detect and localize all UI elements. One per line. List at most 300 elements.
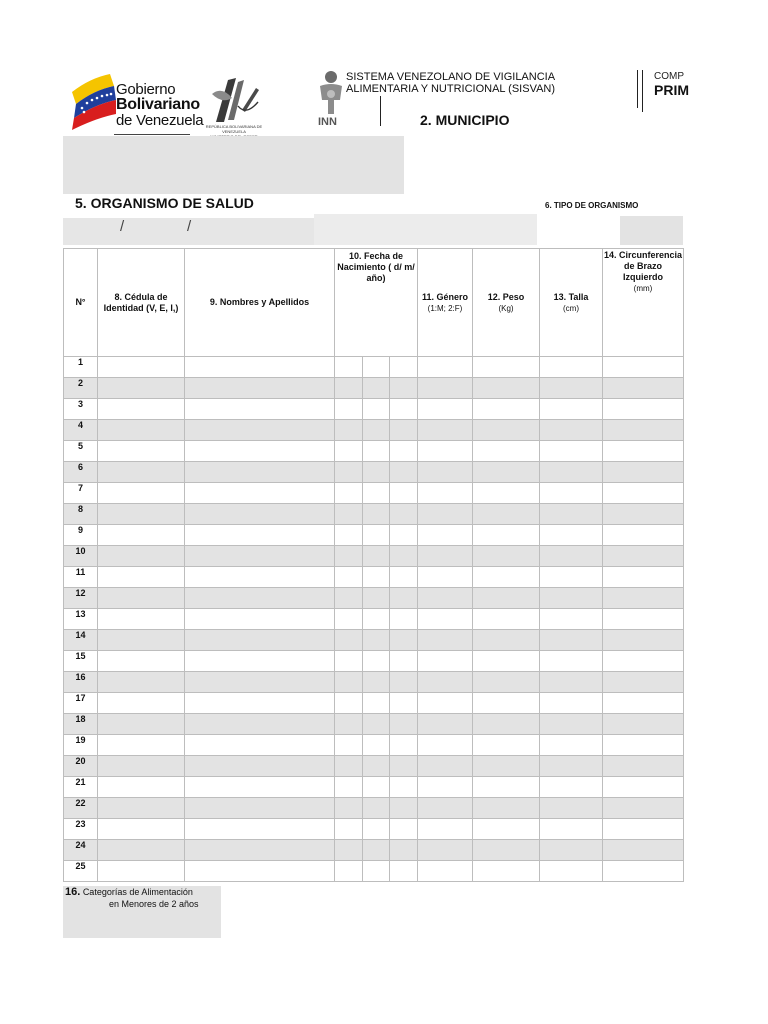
- cell-peso[interactable]: [473, 861, 540, 882]
- cell-cedula[interactable]: [98, 399, 185, 420]
- cell-dia[interactable]: [335, 861, 363, 882]
- cell-circunferencia[interactable]: [603, 462, 684, 483]
- cell-peso[interactable]: [473, 378, 540, 399]
- cell-anio[interactable]: [390, 798, 418, 819]
- cell-cedula[interactable]: [98, 777, 185, 798]
- row-number: 19: [64, 735, 98, 756]
- cell-cedula[interactable]: [98, 630, 185, 651]
- cell-peso[interactable]: [473, 357, 540, 378]
- cell-peso[interactable]: [473, 777, 540, 798]
- cell-talla[interactable]: [540, 546, 603, 567]
- cell-cedula[interactable]: [98, 546, 185, 567]
- cell-nombres[interactable]: [185, 357, 335, 378]
- cell-genero[interactable]: [418, 441, 473, 462]
- organismo-field[interactable]: [314, 214, 537, 245]
- cell-mes[interactable]: [363, 588, 390, 609]
- cell-circunferencia[interactable]: [603, 756, 684, 777]
- cell-genero[interactable]: [418, 819, 473, 840]
- cell-anio[interactable]: [390, 609, 418, 630]
- cell-mes[interactable]: [363, 441, 390, 462]
- cell-circunferencia[interactable]: [603, 504, 684, 525]
- gob-line-1: Gobierno: [116, 81, 176, 98]
- system-title-line-1: SISTEMA VENEZOLANO DE VIGILANCIA: [346, 71, 556, 83]
- cell-mes[interactable]: [363, 798, 390, 819]
- table-row: [64, 378, 684, 399]
- row-number: 21: [64, 777, 98, 798]
- cell-mes[interactable]: [363, 378, 390, 399]
- cell-anio[interactable]: [390, 735, 418, 756]
- cell-cedula[interactable]: [98, 378, 185, 399]
- cell-anio[interactable]: [390, 420, 418, 441]
- cell-talla[interactable]: [540, 798, 603, 819]
- cell-mes[interactable]: [363, 504, 390, 525]
- cell-mes[interactable]: [363, 462, 390, 483]
- cell-anio[interactable]: [390, 567, 418, 588]
- cell-anio[interactable]: [390, 399, 418, 420]
- cell-talla[interactable]: [540, 861, 603, 882]
- cell-peso[interactable]: [473, 567, 540, 588]
- cell-genero[interactable]: [418, 840, 473, 861]
- cell-dia[interactable]: [335, 378, 363, 399]
- cell-peso[interactable]: [473, 609, 540, 630]
- cell-talla[interactable]: [540, 819, 603, 840]
- cell-mes[interactable]: [363, 483, 390, 504]
- cell-dia[interactable]: [335, 714, 363, 735]
- col-talla-header-text: 13. Talla: [553, 291, 589, 302]
- cell-genero[interactable]: [418, 378, 473, 399]
- cell-circunferencia[interactable]: [603, 819, 684, 840]
- cell-mes[interactable]: [363, 756, 390, 777]
- cell-genero[interactable]: [418, 357, 473, 378]
- col-circ-sub: (mm): [633, 284, 653, 293]
- cell-cedula[interactable]: [98, 798, 185, 819]
- cell-peso[interactable]: [473, 630, 540, 651]
- date-separator-2: /: [187, 218, 192, 235]
- cell-anio[interactable]: [390, 756, 418, 777]
- row-number: 14: [64, 630, 98, 651]
- categorias-number: 16.: [65, 886, 81, 898]
- cell-talla[interactable]: [540, 777, 603, 798]
- cell-anio[interactable]: [390, 588, 418, 609]
- cell-anio[interactable]: [390, 525, 418, 546]
- cell-talla[interactable]: [540, 840, 603, 861]
- cell-dia[interactable]: [335, 840, 363, 861]
- table-row: [64, 777, 684, 798]
- cell-cedula[interactable]: [98, 651, 185, 672]
- cell-mes[interactable]: [363, 546, 390, 567]
- cell-dia[interactable]: [335, 357, 363, 378]
- cell-genero[interactable]: [418, 798, 473, 819]
- cell-talla[interactable]: [540, 693, 603, 714]
- cell-dia[interactable]: [335, 462, 363, 483]
- cell-dia[interactable]: [335, 609, 363, 630]
- col-talla-header: [540, 249, 603, 357]
- cell-dia[interactable]: [335, 819, 363, 840]
- cell-mes[interactable]: [363, 651, 390, 672]
- cell-anio[interactable]: [390, 672, 418, 693]
- cell-anio[interactable]: [390, 777, 418, 798]
- cell-dia[interactable]: [335, 651, 363, 672]
- cell-nombres[interactable]: [185, 756, 335, 777]
- system-title: [346, 71, 555, 95]
- cell-mes[interactable]: [363, 399, 390, 420]
- table-row: [64, 588, 684, 609]
- row-number: 3: [64, 399, 98, 420]
- table-row: [64, 462, 684, 483]
- cell-cedula[interactable]: [98, 714, 185, 735]
- cell-mes[interactable]: [363, 609, 390, 630]
- cell-dia[interactable]: [335, 420, 363, 441]
- cell-circunferencia[interactable]: [603, 714, 684, 735]
- cell-peso[interactable]: [473, 441, 540, 462]
- cell-dia[interactable]: [335, 399, 363, 420]
- row-number: 4: [64, 420, 98, 441]
- cell-dia[interactable]: [335, 525, 363, 546]
- row-number: 16: [64, 672, 98, 693]
- cell-genero[interactable]: [418, 420, 473, 441]
- cell-genero[interactable]: [418, 735, 473, 756]
- row-number: 24: [64, 840, 98, 861]
- cell-cedula[interactable]: [98, 525, 185, 546]
- cell-circunferencia[interactable]: [603, 441, 684, 462]
- cell-mes[interactable]: [363, 672, 390, 693]
- cell-talla[interactable]: [540, 525, 603, 546]
- cell-talla[interactable]: [540, 630, 603, 651]
- date-separator-1: /: [120, 218, 125, 235]
- cell-cedula[interactable]: [98, 504, 185, 525]
- cell-nombres[interactable]: [185, 504, 335, 525]
- cell-peso[interactable]: [473, 651, 540, 672]
- cell-circunferencia[interactable]: [603, 651, 684, 672]
- cell-nombres[interactable]: [185, 735, 335, 756]
- cell-mes[interactable]: [363, 630, 390, 651]
- cell-talla[interactable]: [540, 588, 603, 609]
- col-genero-sub: (1:M; 2:F): [427, 303, 463, 313]
- table-row: [64, 798, 684, 819]
- col-genero-header: [418, 249, 473, 357]
- cell-nombres[interactable]: [185, 693, 335, 714]
- cell-nombres[interactable]: [185, 546, 335, 567]
- cell-anio[interactable]: [390, 861, 418, 882]
- cell-peso[interactable]: [473, 672, 540, 693]
- cell-cedula[interactable]: [98, 756, 185, 777]
- organismo-label: 5. ORGANISMO DE SALUD: [75, 195, 254, 211]
- cell-talla[interactable]: [540, 378, 603, 399]
- cell-talla[interactable]: [540, 441, 603, 462]
- table-row: [64, 840, 684, 861]
- row-number: 18: [64, 714, 98, 735]
- cell-talla[interactable]: [540, 399, 603, 420]
- cell-circunferencia[interactable]: [603, 357, 684, 378]
- col-cedula-header: 8. Cédula de Identidad (V, E, I,): [98, 249, 185, 357]
- cell-peso[interactable]: [473, 819, 540, 840]
- cell-dia[interactable]: [335, 504, 363, 525]
- cell-genero[interactable]: [418, 483, 473, 504]
- inn-figure-icon: [316, 70, 346, 116]
- cell-genero[interactable]: [418, 714, 473, 735]
- table-row: [64, 546, 684, 567]
- cell-nombres[interactable]: [185, 798, 335, 819]
- cell-dia[interactable]: [335, 483, 363, 504]
- cell-nombres[interactable]: [185, 672, 335, 693]
- cell-mes[interactable]: [363, 357, 390, 378]
- cell-circunferencia[interactable]: [603, 840, 684, 861]
- cell-genero[interactable]: [418, 588, 473, 609]
- cell-mes[interactable]: [363, 735, 390, 756]
- row-number: 23: [64, 819, 98, 840]
- cell-dia[interactable]: [335, 798, 363, 819]
- cell-cedula[interactable]: [98, 588, 185, 609]
- cell-peso[interactable]: [473, 756, 540, 777]
- right-divider-1: [637, 70, 638, 108]
- cell-genero[interactable]: [418, 630, 473, 651]
- cell-anio[interactable]: [390, 546, 418, 567]
- cell-dia[interactable]: [335, 588, 363, 609]
- cell-anio[interactable]: [390, 840, 418, 861]
- table-row: [64, 609, 684, 630]
- cell-circunferencia[interactable]: [603, 735, 684, 756]
- row-number: 2: [64, 378, 98, 399]
- municipio-field[interactable]: [63, 136, 404, 194]
- cell-nombres[interactable]: [185, 441, 335, 462]
- col-fecha-header-text: 10. Fecha de Nacimiento ( d/ m/ año): [337, 251, 415, 283]
- cell-mes[interactable]: [363, 693, 390, 714]
- table-row: [64, 693, 684, 714]
- cell-peso[interactable]: [473, 462, 540, 483]
- cell-dia[interactable]: [335, 441, 363, 462]
- cell-talla[interactable]: [540, 420, 603, 441]
- cell-peso[interactable]: [473, 840, 540, 861]
- cell-anio[interactable]: [390, 504, 418, 525]
- cell-nombres[interactable]: [185, 840, 335, 861]
- cell-genero[interactable]: [418, 525, 473, 546]
- cell-circunferencia[interactable]: [603, 483, 684, 504]
- table-row: [64, 714, 684, 735]
- row-number: 7: [64, 483, 98, 504]
- cell-nombres[interactable]: [185, 819, 335, 840]
- cell-nombres[interactable]: [185, 630, 335, 651]
- comp-label: COMP: [654, 71, 684, 82]
- inn-label: INN: [318, 116, 337, 128]
- inn-logo: [316, 70, 346, 116]
- cell-peso[interactable]: [473, 420, 540, 441]
- cell-circunferencia[interactable]: [603, 588, 684, 609]
- cell-circunferencia[interactable]: [603, 546, 684, 567]
- cell-mes[interactable]: [363, 525, 390, 546]
- venezuela-flag-icon: [70, 72, 118, 134]
- row-number: 8: [64, 504, 98, 525]
- cell-nombres[interactable]: [185, 777, 335, 798]
- cell-cedula[interactable]: [98, 462, 185, 483]
- cell-cedula[interactable]: [98, 672, 185, 693]
- cell-mes[interactable]: [363, 567, 390, 588]
- gob-line-2: Bolivariano: [116, 96, 200, 113]
- logo-underline: [114, 134, 190, 135]
- table-row: [64, 756, 684, 777]
- cell-peso[interactable]: [473, 798, 540, 819]
- cell-mes[interactable]: [363, 420, 390, 441]
- cell-dia[interactable]: [335, 567, 363, 588]
- cell-cedula[interactable]: [98, 420, 185, 441]
- cell-mes[interactable]: [363, 819, 390, 840]
- cell-genero[interactable]: [418, 504, 473, 525]
- cell-peso[interactable]: [473, 588, 540, 609]
- cell-circunferencia[interactable]: [603, 525, 684, 546]
- cell-nombres[interactable]: [185, 567, 335, 588]
- cell-cedula[interactable]: [98, 840, 185, 861]
- row-number: 12: [64, 588, 98, 609]
- gobierno-text: [116, 82, 203, 128]
- prim-label: PRIM: [654, 82, 689, 98]
- cell-talla[interactable]: [540, 735, 603, 756]
- cell-nombres[interactable]: [185, 861, 335, 882]
- cell-cedula[interactable]: [98, 441, 185, 462]
- cell-nombres[interactable]: [185, 525, 335, 546]
- cell-peso[interactable]: [473, 546, 540, 567]
- cell-anio[interactable]: [390, 819, 418, 840]
- cell-peso[interactable]: [473, 735, 540, 756]
- cell-talla[interactable]: [540, 756, 603, 777]
- cell-dia[interactable]: [335, 735, 363, 756]
- cell-nombres[interactable]: [185, 462, 335, 483]
- cell-anio[interactable]: [390, 630, 418, 651]
- cell-dia[interactable]: [335, 756, 363, 777]
- cell-circunferencia[interactable]: [603, 420, 684, 441]
- right-divider-2: [642, 70, 643, 112]
- table-row: [64, 357, 684, 378]
- cell-mes[interactable]: [363, 840, 390, 861]
- table-row: [64, 819, 684, 840]
- table-row: [64, 420, 684, 441]
- cell-dia[interactable]: [335, 672, 363, 693]
- cell-talla[interactable]: [540, 483, 603, 504]
- cell-talla[interactable]: [540, 357, 603, 378]
- cell-dia[interactable]: [335, 546, 363, 567]
- cell-genero[interactable]: [418, 399, 473, 420]
- cell-anio[interactable]: [390, 441, 418, 462]
- cell-circunferencia[interactable]: [603, 777, 684, 798]
- cell-dia[interactable]: [335, 630, 363, 651]
- cell-genero[interactable]: [418, 693, 473, 714]
- cell-nombres[interactable]: [185, 378, 335, 399]
- cell-peso[interactable]: [473, 714, 540, 735]
- table-row: [64, 525, 684, 546]
- cell-genero[interactable]: [418, 546, 473, 567]
- cell-peso[interactable]: [473, 693, 540, 714]
- cell-circunferencia[interactable]: [603, 378, 684, 399]
- cell-genero[interactable]: [418, 651, 473, 672]
- cell-mes[interactable]: [363, 714, 390, 735]
- cell-talla[interactable]: [540, 672, 603, 693]
- cell-dia[interactable]: [335, 777, 363, 798]
- ministerio-emblem-icon: [198, 76, 270, 126]
- cell-nombres[interactable]: [185, 609, 335, 630]
- cell-anio[interactable]: [390, 714, 418, 735]
- cell-cedula[interactable]: [98, 735, 185, 756]
- row-number: 25: [64, 861, 98, 882]
- cell-nombres[interactable]: [185, 483, 335, 504]
- tipo-organismo-field[interactable]: [620, 216, 683, 245]
- cell-nombres[interactable]: [185, 651, 335, 672]
- cell-circunferencia[interactable]: [603, 861, 684, 882]
- cell-talla[interactable]: [540, 609, 603, 630]
- cell-genero[interactable]: [418, 462, 473, 483]
- tipo-organismo-label: 6. TIPO DE ORGANISMO: [545, 201, 639, 210]
- table-header-row: [64, 249, 684, 357]
- cell-anio[interactable]: [390, 483, 418, 504]
- cell-anio[interactable]: [390, 378, 418, 399]
- cell-cedula[interactable]: [98, 357, 185, 378]
- cell-cedula[interactable]: [98, 819, 185, 840]
- cell-dia[interactable]: [335, 693, 363, 714]
- col-peso-header-text: 12. Peso: [487, 291, 525, 302]
- cell-genero[interactable]: [418, 756, 473, 777]
- cell-peso[interactable]: [473, 483, 540, 504]
- cell-cedula[interactable]: [98, 693, 185, 714]
- cell-anio[interactable]: [390, 693, 418, 714]
- registro-table: [63, 248, 684, 882]
- cell-mes[interactable]: [363, 777, 390, 798]
- cell-nombres[interactable]: [185, 588, 335, 609]
- cell-circunferencia[interactable]: [603, 672, 684, 693]
- row-number: 10: [64, 546, 98, 567]
- categorias-line-2: en Menores de 2 años: [109, 899, 199, 909]
- cell-talla[interactable]: [540, 651, 603, 672]
- cell-circunferencia[interactable]: [603, 630, 684, 651]
- cell-mes[interactable]: [363, 861, 390, 882]
- cell-genero[interactable]: [418, 609, 473, 630]
- cell-circunferencia[interactable]: [603, 567, 684, 588]
- cell-circunferencia[interactable]: [603, 609, 684, 630]
- cell-cedula[interactable]: [98, 609, 185, 630]
- cell-nombres[interactable]: [185, 714, 335, 735]
- cell-genero[interactable]: [418, 777, 473, 798]
- cell-genero[interactable]: [418, 861, 473, 882]
- cell-talla[interactable]: [540, 462, 603, 483]
- cell-circunferencia[interactable]: [603, 693, 684, 714]
- col-peso-header: [473, 249, 540, 357]
- cell-cedula[interactable]: [98, 861, 185, 882]
- cell-cedula[interactable]: [98, 567, 185, 588]
- col-fecha-header: [335, 249, 418, 357]
- cell-genero[interactable]: [418, 672, 473, 693]
- col-circ-header-text: 14. Circunferencia de Brazo Izquierdo: [603, 250, 683, 282]
- cell-talla[interactable]: [540, 567, 603, 588]
- row-number: 5: [64, 441, 98, 462]
- cell-nombres[interactable]: [185, 420, 335, 441]
- cell-anio[interactable]: [390, 462, 418, 483]
- col-talla-sub: (cm): [563, 303, 579, 313]
- cell-cedula[interactable]: [98, 483, 185, 504]
- cell-peso[interactable]: [473, 399, 540, 420]
- table-row: [64, 672, 684, 693]
- cell-nombres[interactable]: [185, 399, 335, 420]
- col-num-header: N°: [64, 249, 98, 357]
- cell-circunferencia[interactable]: [603, 399, 684, 420]
- cell-peso[interactable]: [473, 504, 540, 525]
- cell-circunferencia[interactable]: [603, 798, 684, 819]
- row-number: 15: [64, 651, 98, 672]
- cell-anio[interactable]: [390, 357, 418, 378]
- cell-anio[interactable]: [390, 651, 418, 672]
- cell-talla[interactable]: [540, 714, 603, 735]
- row-number: 22: [64, 798, 98, 819]
- mppa-line-1: REPÚBLICA BOLIVARIANA DE VENEZUELA: [205, 124, 263, 134]
- cell-genero[interactable]: [418, 567, 473, 588]
- cell-peso[interactable]: [473, 525, 540, 546]
- cell-talla[interactable]: [540, 504, 603, 525]
- row-number: 1: [64, 357, 98, 378]
